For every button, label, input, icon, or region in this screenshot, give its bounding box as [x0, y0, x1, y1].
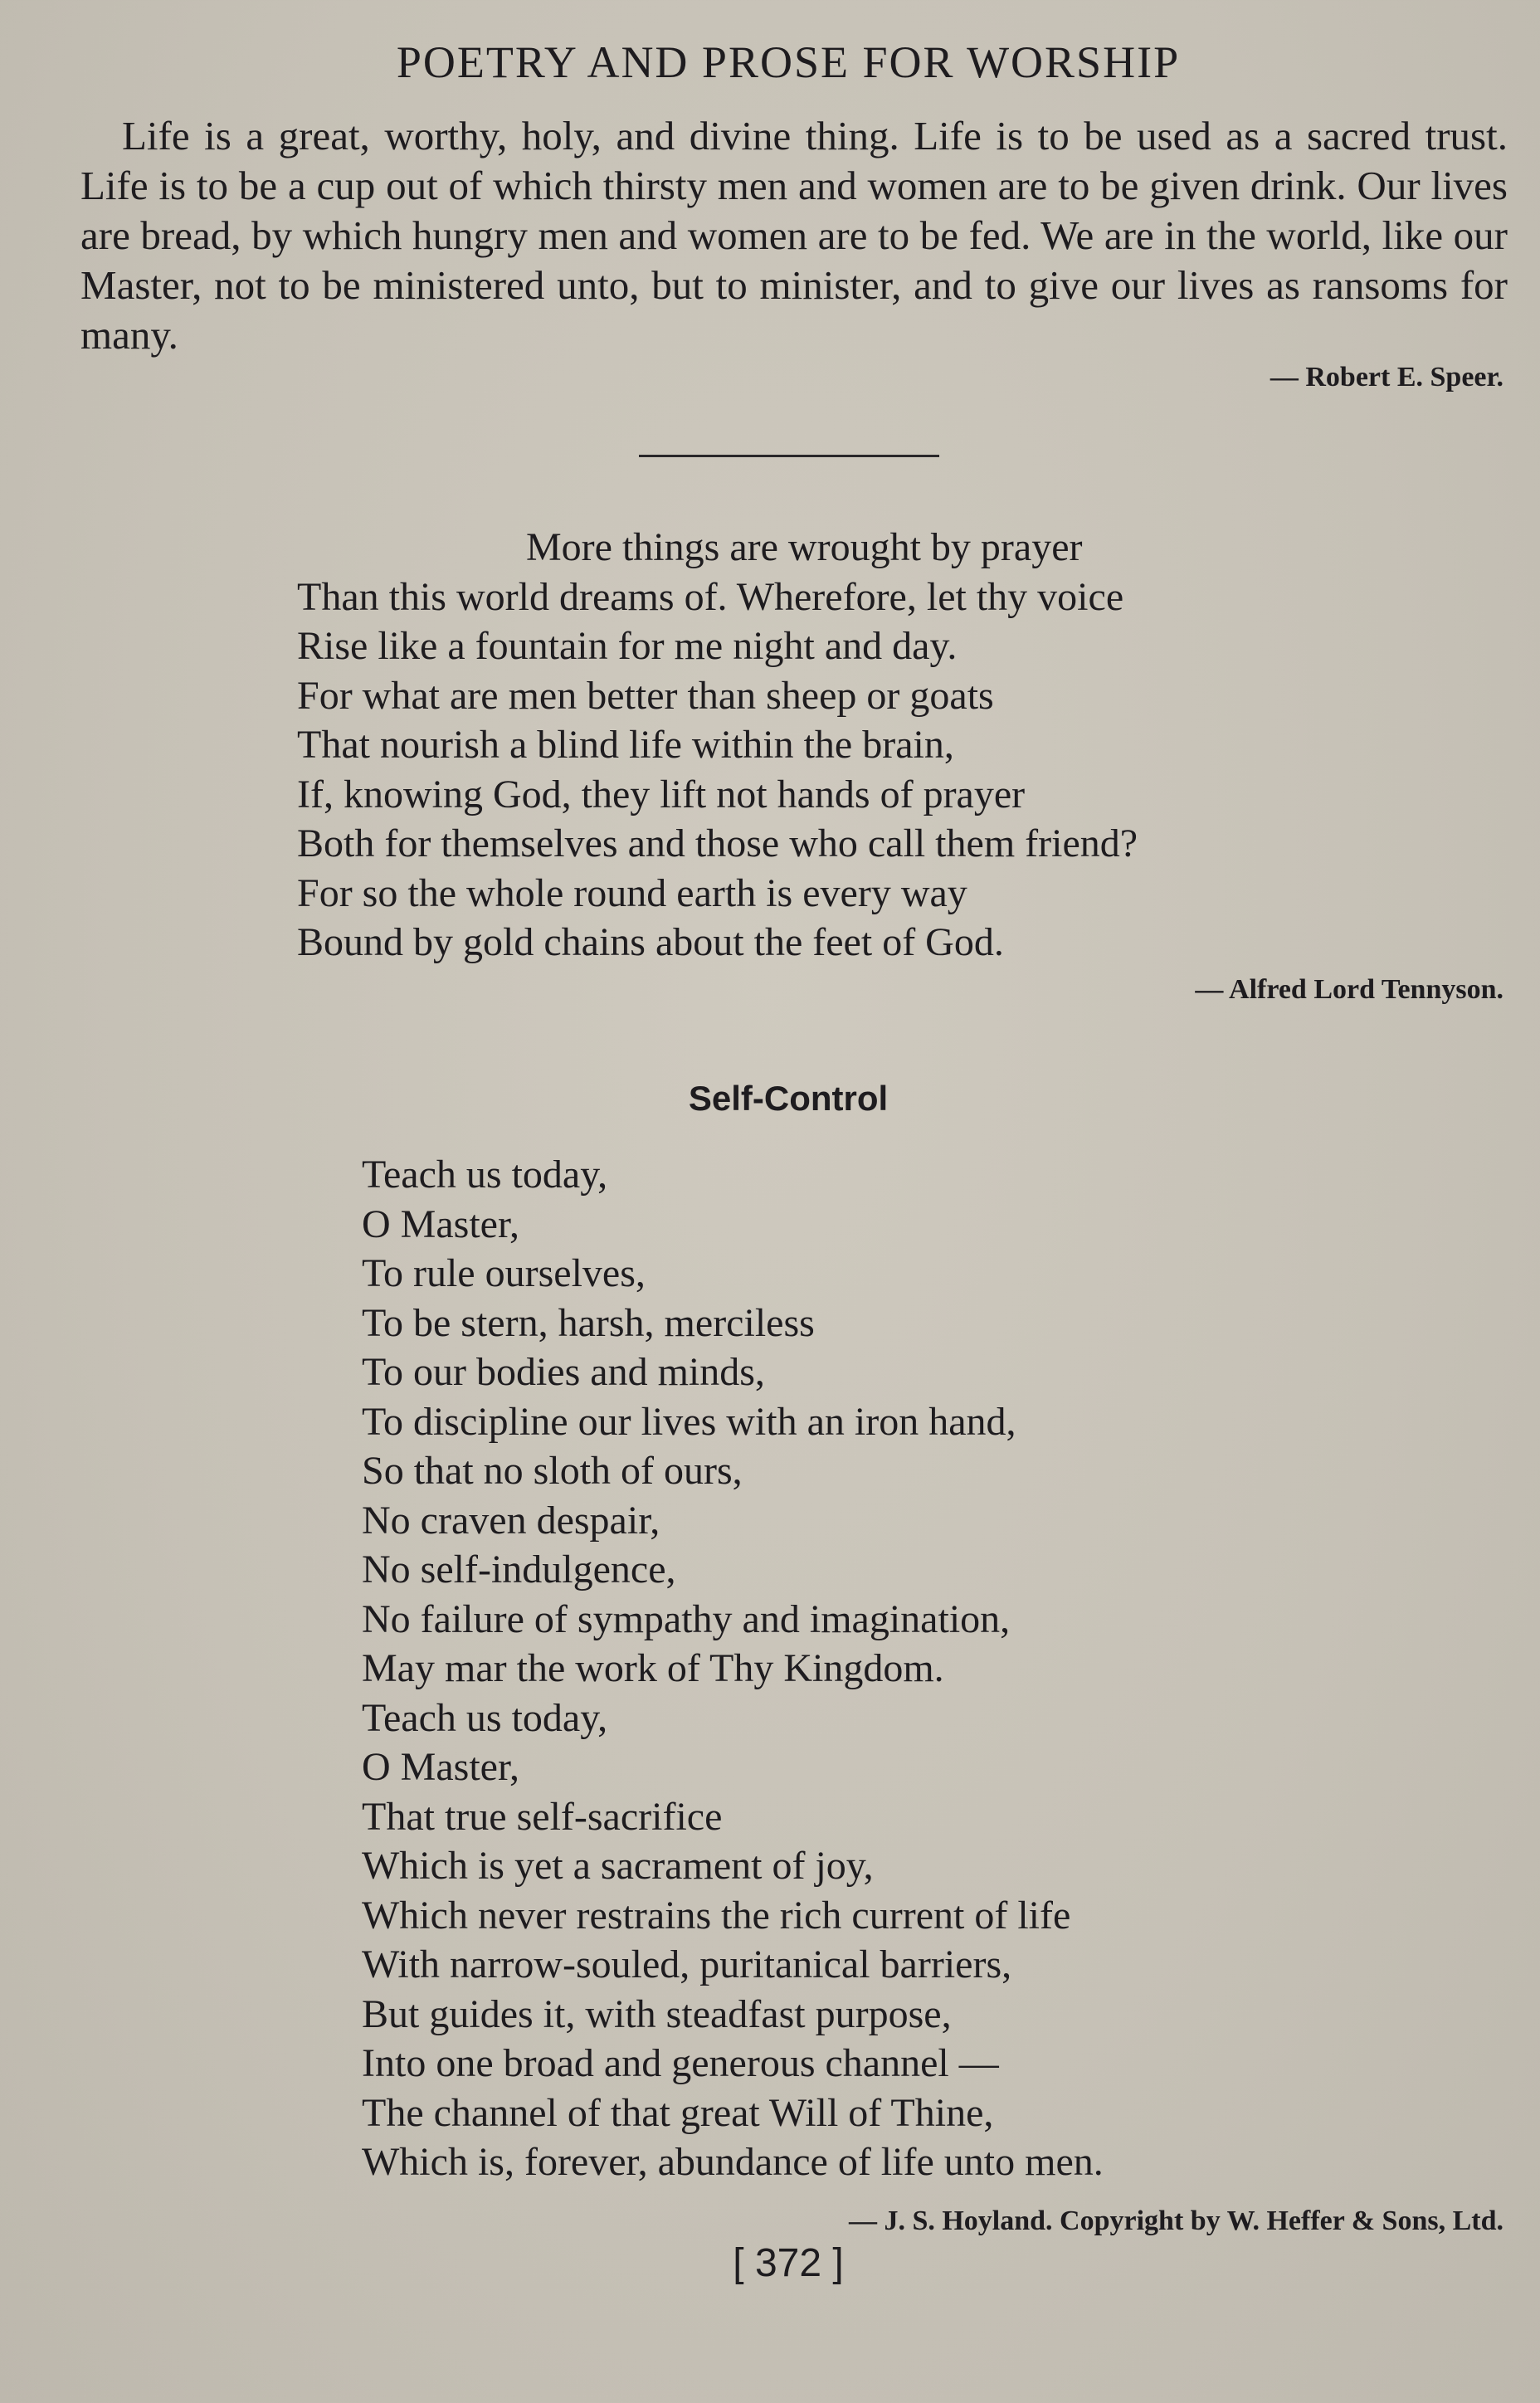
poem-line: Both for themselves and those who call them friend? [297, 821, 1138, 865]
poem-line: To our bodies and minds, [362, 1350, 765, 1394]
hoyland-attribution: — J. S. Hoyland. Copyright by W. Heffer & Sons, Ltd. [848, 2206, 1503, 2236]
tennyson-attribution: — Alfred Lord Tennyson. [1195, 974, 1503, 1005]
poem-line: Than this world dreams of. Wherefore, let thy voice [297, 574, 1124, 619]
poem-line: O Master, [362, 1202, 520, 1246]
prayer-poem [297, 523, 1138, 968]
poem-line: To be stern, harsh, merciless [362, 1300, 815, 1345]
poem-line: To rule ourselves, [362, 1251, 646, 1295]
poem-line: More things are wrought by prayer [526, 525, 1083, 569]
poem-line: Into one broad and generous channel — [362, 2041, 999, 2085]
speer-attribution: — Robert E. Speer. [1270, 362, 1503, 392]
poem-line: Teach us today, [362, 1153, 608, 1197]
poem-line: May mar the work of Thy Kingdom. [362, 1646, 944, 1690]
poem-line: Teach us today, [362, 1695, 608, 1740]
poem-line: Which never restrains the rich current of life [362, 1893, 1071, 1938]
poem-line: The channel of that great Will of Thine, [362, 2090, 994, 2135]
poem-line: Which is yet a sacrament of joy, [362, 1844, 874, 1888]
poem-line: For so the whole round earth is every way [297, 870, 967, 915]
section-divider [639, 455, 939, 457]
poem-line: For what are men better than sheep or goats [297, 673, 994, 718]
poem-line: No craven despair, [362, 1498, 660, 1543]
poem-line: O Master, [362, 1745, 520, 1789]
poem-line: No self-indulgence, [362, 1548, 676, 1591]
poem-line: If, knowing God, they lift not hands of prayer [297, 772, 1026, 816]
poem-line: Which is, forever, abundance of life unto men. [362, 2140, 1104, 2184]
poem-line: To discipline our lives with an iron hand, [362, 1399, 1016, 1444]
section-title: Self-Control [688, 1079, 889, 1118]
running-head: POETRY AND PROSE FOR WORSHIP [396, 37, 1181, 87]
page-number: [ 372 ] [733, 2241, 844, 2285]
poem-line: But guides it, with steadfast purpose, [362, 1991, 952, 2036]
poem-line: That nourish a blind life within the brain, [297, 723, 954, 767]
prose-passage: Life is a great, worthy, holy, and divine thing. Life is to be used as a sacred trust. Life is to be a cup out of which thirsty men and women are to be given drink. Our lives are bread, by which hungry men and women are to be fed. We are in the world, like our Master, not to be ministered unto, but to minister, and to give our lives as ransoms for many. [80, 113, 1508, 358]
poem-line: Bound by gold chains about the feet of God. [297, 920, 1004, 964]
self-control-poem [362, 1150, 1104, 2187]
poem-line: That true self-sacrifice [362, 1794, 723, 1839]
poem-line: No failure of sympathy and imagination, [362, 1596, 1011, 1641]
poem-line: With narrow-souled, puritanical barriers, [362, 1942, 1012, 1986]
poem-line: Rise like a fountain for me night and day. [297, 624, 958, 668]
poem-line: So that no sloth of ours, [362, 1449, 743, 1493]
